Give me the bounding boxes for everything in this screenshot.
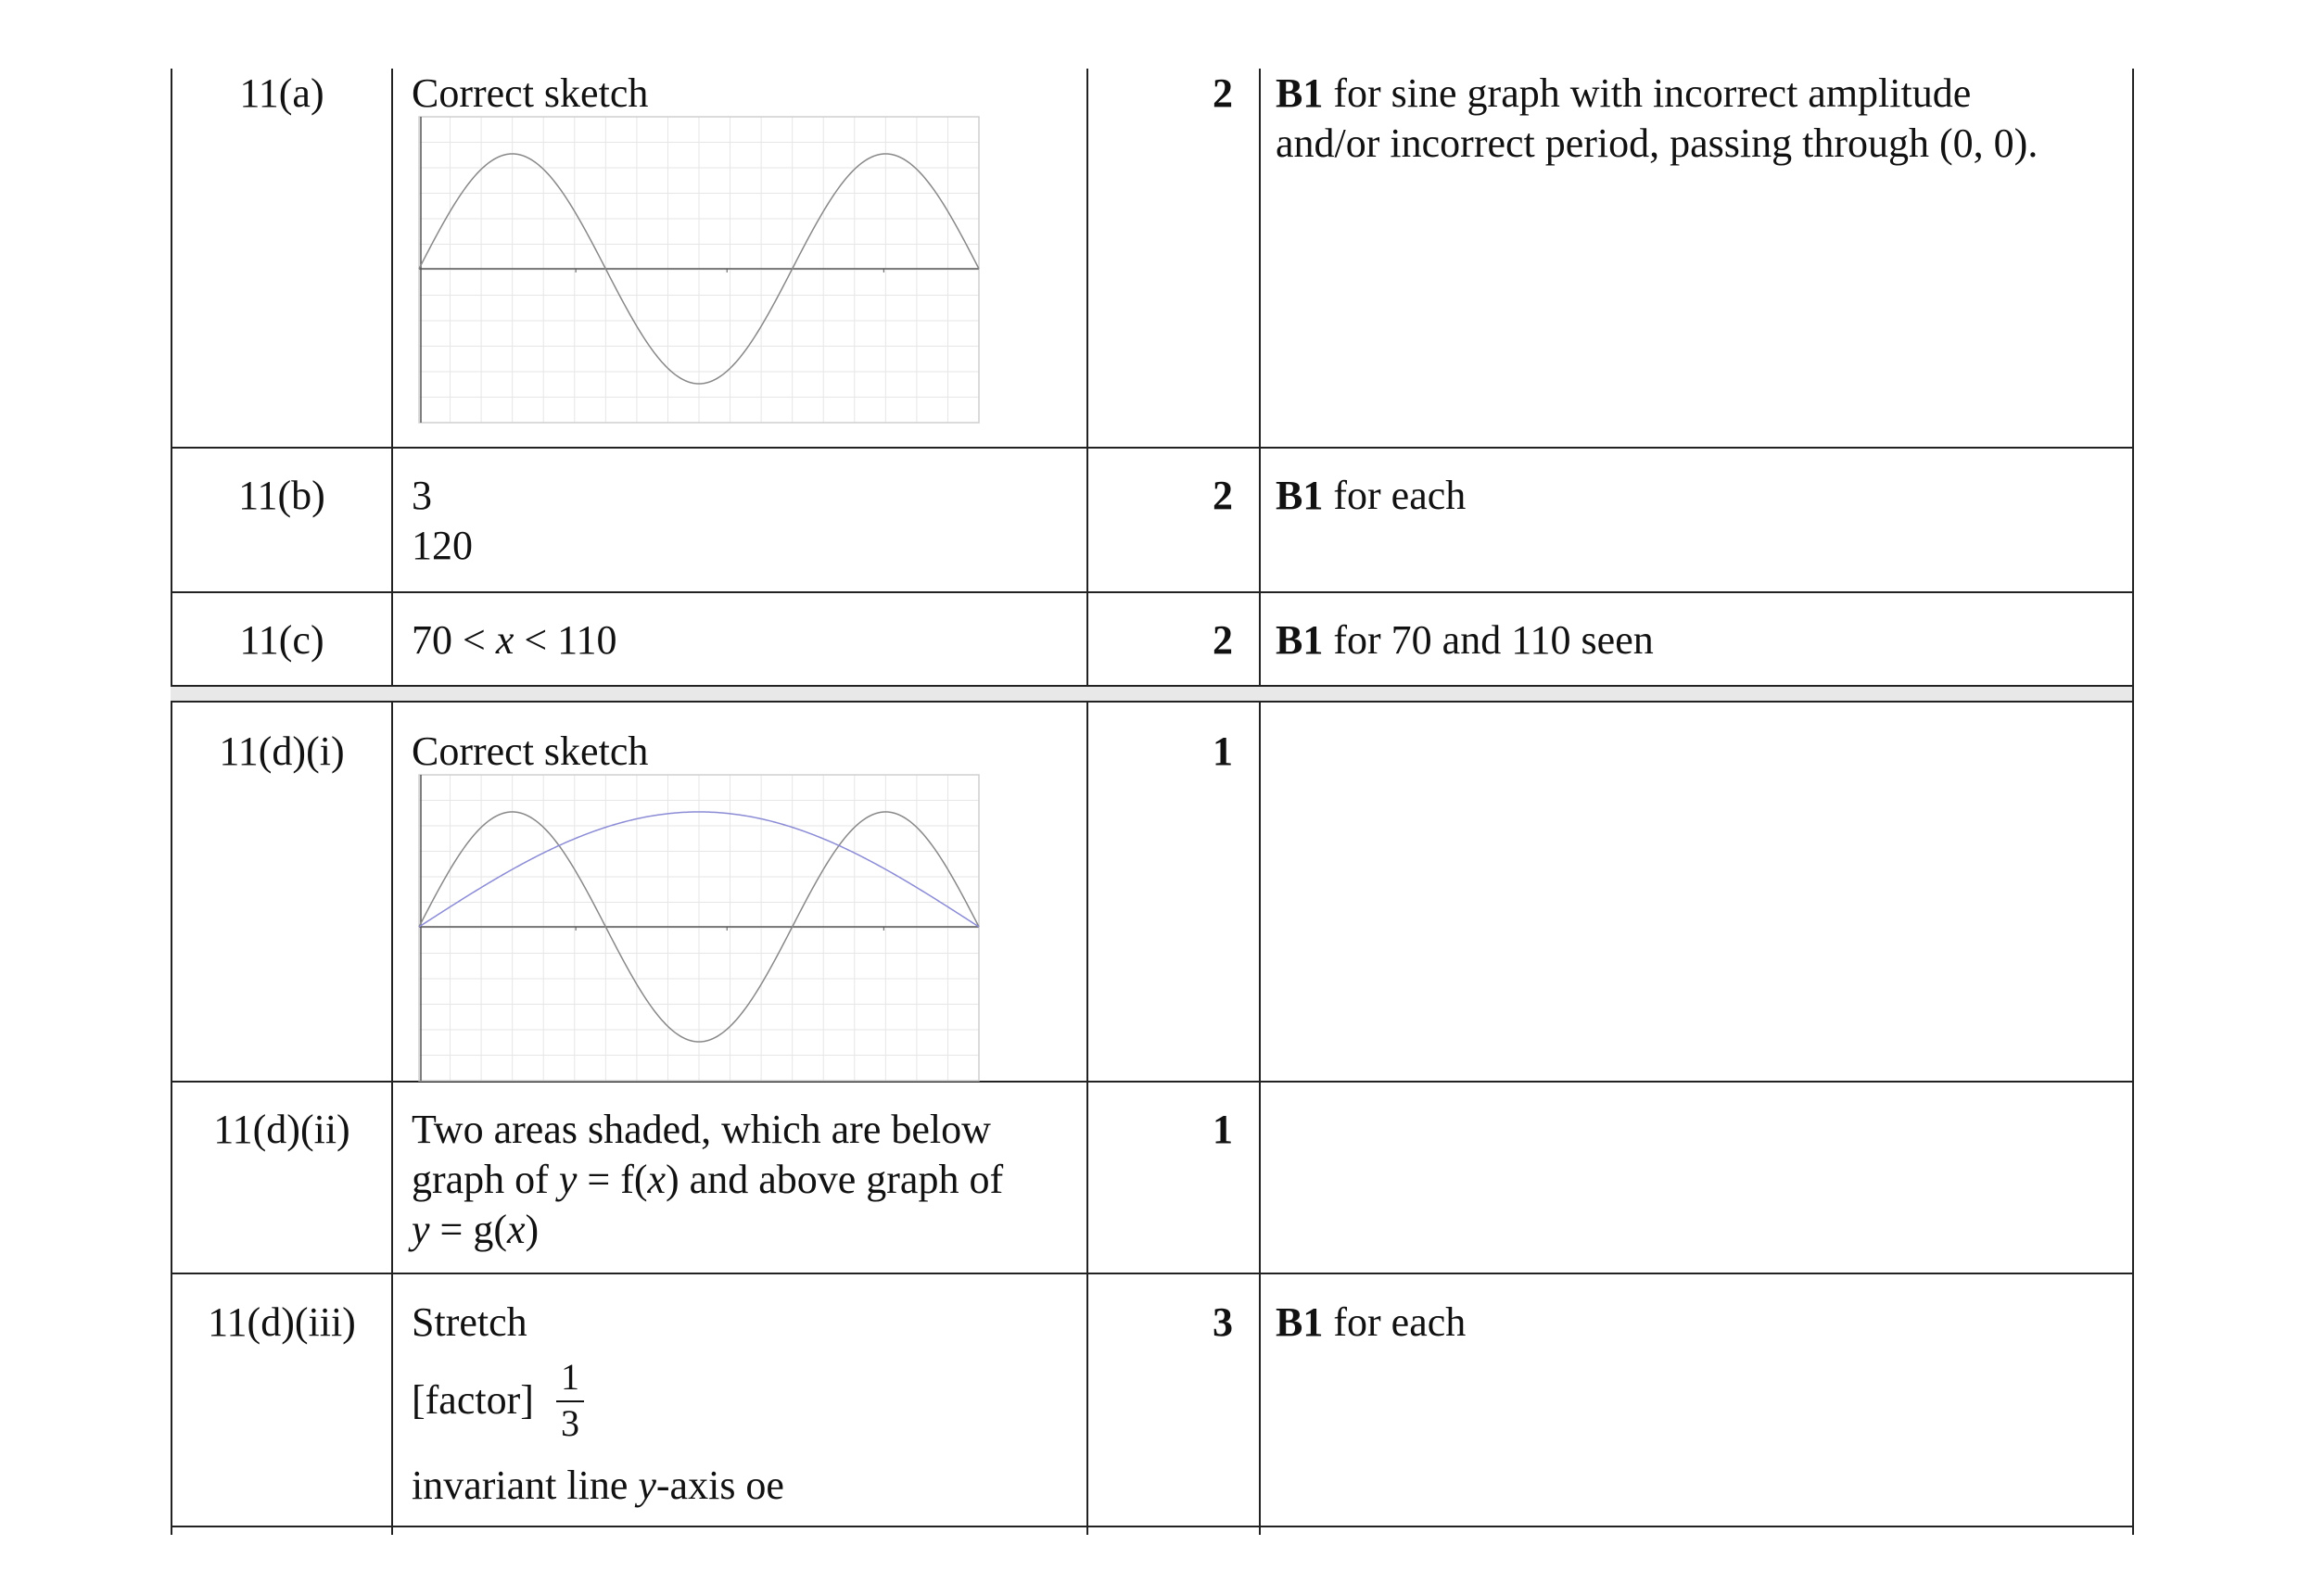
math-variable: y: [558, 1157, 578, 1202]
fraction-numerator: 1: [561, 1356, 579, 1398]
marks-value: 2: [1213, 473, 1233, 518]
question-number: 11(d)(i): [219, 728, 345, 774]
question-number: 11(c): [239, 617, 324, 663]
row-separator: [171, 685, 2134, 687]
guidance-line: and/or incorrect period, passing through (0, 0).: [1276, 120, 2039, 166]
marks-value: 3: [1213, 1299, 1233, 1345]
answer-inequality: [412, 615, 617, 665]
math-variable: x: [507, 1207, 526, 1252]
answer-line: [412, 1205, 539, 1255]
row-separator: [171, 1273, 2134, 1274]
answer-text: Correct sketch: [412, 728, 649, 774]
inequality-left: 70 <: [412, 617, 496, 663]
guidance-line: for each: [1323, 473, 1467, 518]
question-number: 11(d)(iii): [208, 1299, 356, 1345]
answer-text: 3: [412, 473, 432, 518]
sine-sketch-graph: [412, 115, 984, 424]
marks-value: 1: [1213, 1107, 1233, 1152]
guidance-code: B1: [1276, 70, 1324, 116]
row-separator: [171, 591, 2134, 593]
text-part: ) and above graph of: [666, 1157, 1004, 1202]
text-part: = g(: [429, 1207, 507, 1252]
table-border-bottom: [171, 1526, 2134, 1527]
question-number: 11(b): [238, 473, 325, 518]
answer-text: Correct sketch: [412, 70, 649, 116]
guidance-text: [1276, 615, 1654, 665]
guidance-text: [1276, 471, 1466, 521]
text-part: -axis oe: [655, 1463, 784, 1508]
inequality-variable: x: [495, 617, 514, 663]
guidance-code: B1: [1276, 1299, 1324, 1345]
math-variable: y: [638, 1463, 656, 1508]
marks-value: 2: [1213, 617, 1233, 663]
marks-value: 2: [1213, 70, 1233, 116]
answer-line: [412, 1461, 784, 1511]
row-gap-band: [171, 686, 2132, 701]
table-divider-question: [391, 69, 393, 1535]
text-part: graph of: [412, 1157, 559, 1202]
table-border-right: [2132, 69, 2134, 1535]
math-variable: x: [647, 1157, 667, 1202]
guidance-line: for each: [1323, 1299, 1467, 1345]
answer-line: [412, 1155, 1003, 1205]
sine-and-g-sketch-graph: [412, 773, 984, 1083]
guidance-text: [1276, 69, 1971, 119]
inequality-right: < 110: [514, 617, 617, 663]
text-part: invariant line: [412, 1463, 639, 1508]
guidance-code: B1: [1276, 473, 1324, 518]
text-part: ): [525, 1207, 540, 1252]
answer-line: Two areas shaded, which are below: [412, 1107, 991, 1152]
table-divider-marks: [1259, 69, 1261, 1535]
question-number: 11(d)(ii): [213, 1107, 350, 1152]
guidance-line: for 70 and 110 seen: [1323, 617, 1654, 663]
factor-label: [factor]: [412, 1377, 534, 1423]
question-number: 11(a): [239, 70, 324, 116]
fraction-denominator: 3: [561, 1402, 579, 1444]
answer-text: 120: [412, 523, 473, 568]
row-separator: [171, 701, 2134, 703]
guidance-line: for sine graph with incorrect amplitude: [1323, 70, 1972, 116]
row-separator: [171, 447, 2134, 449]
answer-line: Stretch: [412, 1299, 527, 1345]
guidance-text: [1276, 1298, 1466, 1348]
text-part: = f(: [577, 1157, 648, 1202]
guidance-code: B1: [1276, 617, 1324, 663]
marks-value: 1: [1213, 728, 1233, 774]
math-variable: y: [412, 1207, 430, 1252]
